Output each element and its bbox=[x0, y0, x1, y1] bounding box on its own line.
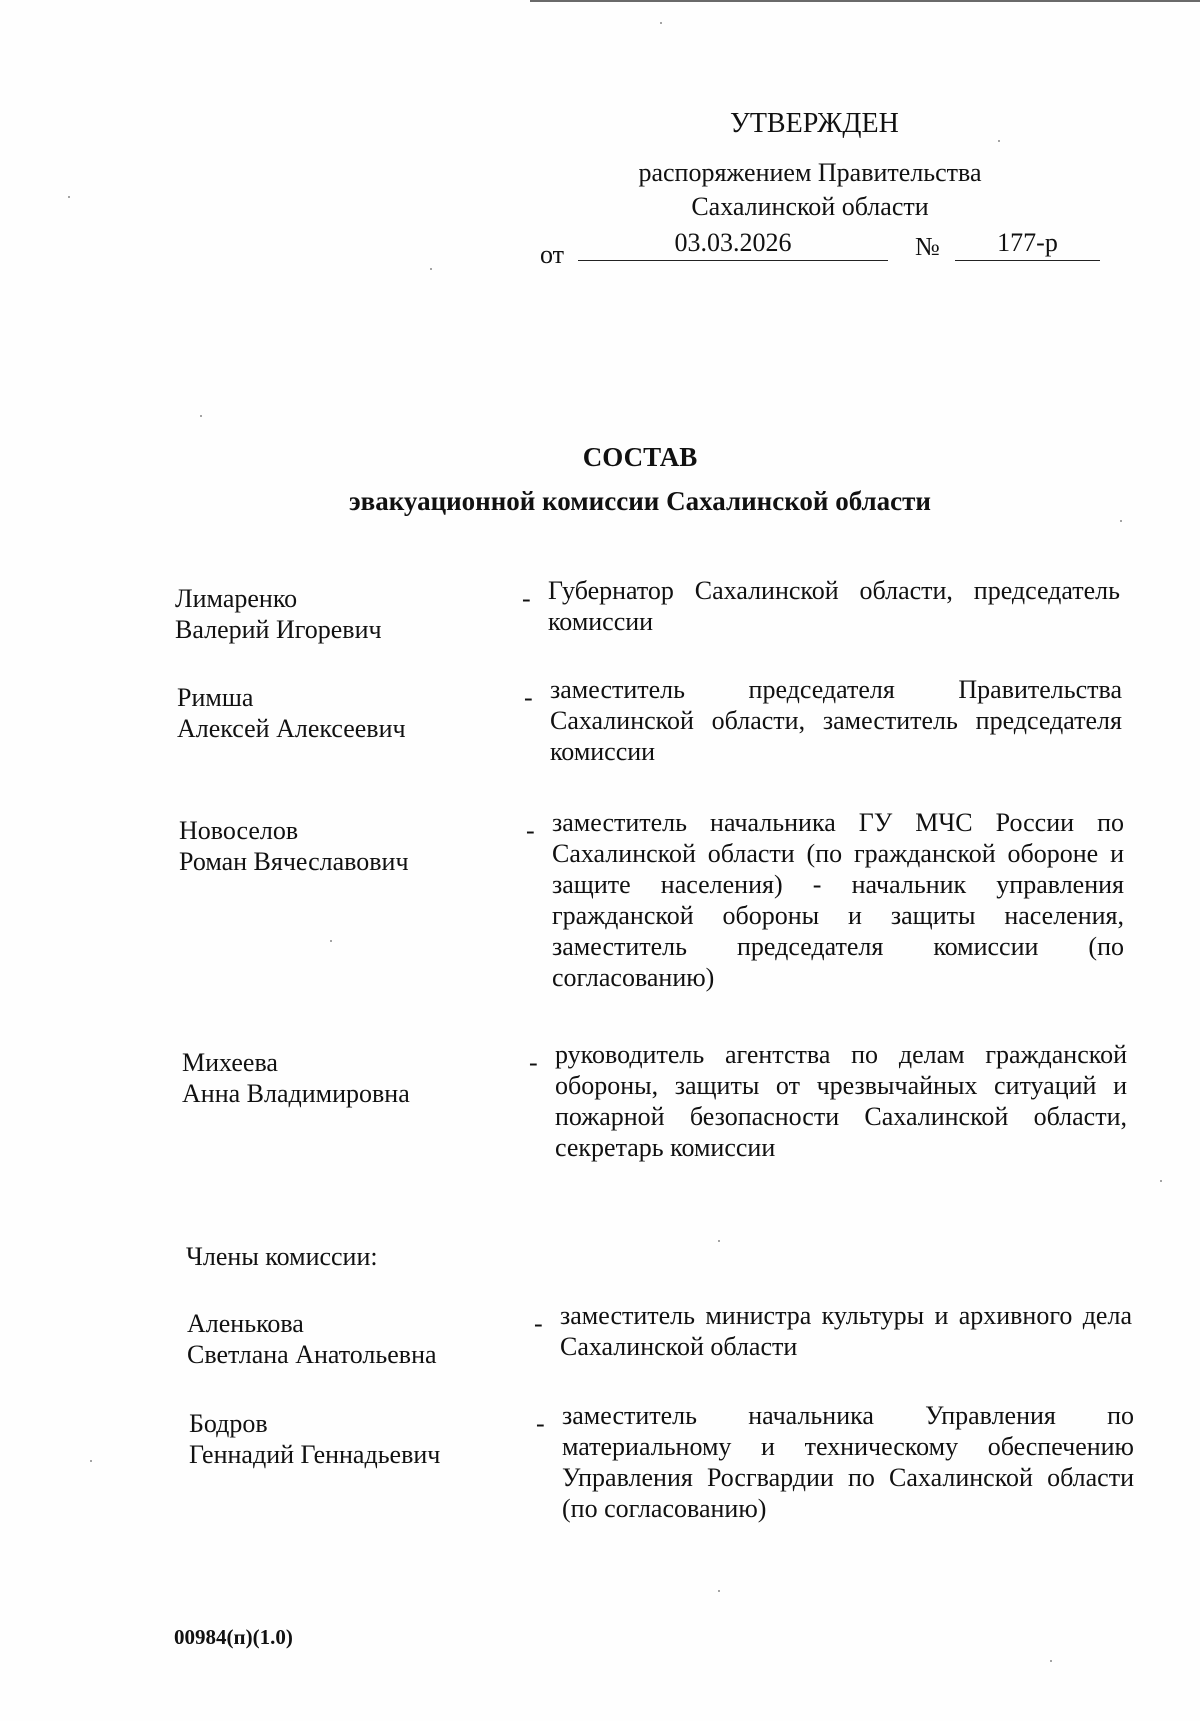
scan-speck bbox=[718, 1590, 720, 1592]
approval-date: 03.03.2026 bbox=[578, 228, 888, 261]
scan-speck bbox=[1120, 520, 1122, 522]
document-title: СОСТАВ bbox=[582, 442, 698, 472]
scan-speck bbox=[200, 415, 202, 417]
approval-line-2: Сахалинской области bbox=[691, 192, 929, 221]
scan-speck bbox=[330, 940, 332, 942]
dash-separator: - bbox=[536, 1409, 545, 1438]
person-surname: Римша bbox=[177, 683, 254, 712]
person-surname: Новоселов bbox=[179, 816, 299, 845]
person-surname: Аленькова bbox=[187, 1309, 304, 1338]
person-given-names: Алексей Алексеевич bbox=[177, 714, 406, 743]
person-surname: Михеева bbox=[182, 1048, 278, 1077]
scan-speck bbox=[68, 196, 70, 198]
scan-speck bbox=[1050, 1660, 1052, 1662]
person-given-names: Анна Владимировна bbox=[182, 1079, 410, 1108]
person-name bbox=[187, 1308, 517, 1370]
members-heading: Члены комиссии: bbox=[186, 1242, 378, 1271]
dash-separator: - bbox=[526, 816, 535, 845]
person-given-names: Валерий Игоревич bbox=[175, 615, 382, 644]
dash-separator: - bbox=[524, 683, 533, 712]
person-given-names: Роман Вячеславович bbox=[179, 847, 409, 876]
person-role: заместитель председателя Правительства Сахалинской области, заместитель председателя комиссии bbox=[550, 675, 1122, 766]
scan-speck bbox=[660, 22, 662, 24]
person-role: заместитель начальника Управления по материальному и техническому обеспечению Управления Росгвардии по Сахалинской области (по согласованию) bbox=[562, 1401, 1134, 1523]
from-label: от bbox=[540, 240, 565, 269]
person-role: Губернатор Сахалинской области, председатель комиссии bbox=[548, 576, 1120, 636]
approval-title: УТВЕРЖДЕН bbox=[730, 108, 899, 139]
person-role: заместитель начальника ГУ МЧС России по Сахалинской области (по гражданской обороне и защите населения) - начальник управления гражданской обороны и защиты населения, заместитель председателя комиссии (по согласованию) bbox=[552, 808, 1124, 992]
person-name bbox=[189, 1408, 519, 1470]
scan-speck bbox=[430, 268, 432, 270]
dash-separator: - bbox=[534, 1309, 543, 1338]
person-given-names: Светлана Анатольевна bbox=[187, 1340, 437, 1369]
scan-speck bbox=[998, 140, 1000, 142]
approval-line-1: распоряжением Правительства bbox=[638, 158, 982, 187]
scan-speck bbox=[1160, 1180, 1162, 1182]
person-name bbox=[177, 682, 507, 744]
number-sign: № bbox=[915, 232, 940, 261]
dash-separator: - bbox=[522, 584, 531, 613]
document-subtitle: эвакуационной комиссии Сахалинской области bbox=[349, 486, 931, 516]
person-role: заместитель министра культуры и архивного дела Сахалинской области bbox=[560, 1301, 1132, 1361]
scan-speck bbox=[90, 1460, 92, 1462]
person-name bbox=[182, 1047, 512, 1109]
person-name bbox=[175, 583, 505, 645]
document-code: 00984(п)(1.0) bbox=[174, 1625, 293, 1649]
person-given-names: Геннадий Геннадьевич bbox=[189, 1440, 441, 1469]
top-border-line bbox=[530, 0, 1200, 2]
approval-number: 177-р bbox=[955, 228, 1100, 261]
person-surname: Бодров bbox=[189, 1409, 268, 1438]
person-role: руководитель агентства по делам гражданской обороны, защиты от чрезвычайных ситуаций и пожарной безопасности Сахалинской области, секретарь комиссии bbox=[555, 1040, 1127, 1162]
scan-speck bbox=[718, 1240, 720, 1242]
person-surname: Лимаренко bbox=[175, 584, 298, 613]
person-name bbox=[179, 815, 509, 877]
dash-separator: - bbox=[529, 1048, 538, 1077]
